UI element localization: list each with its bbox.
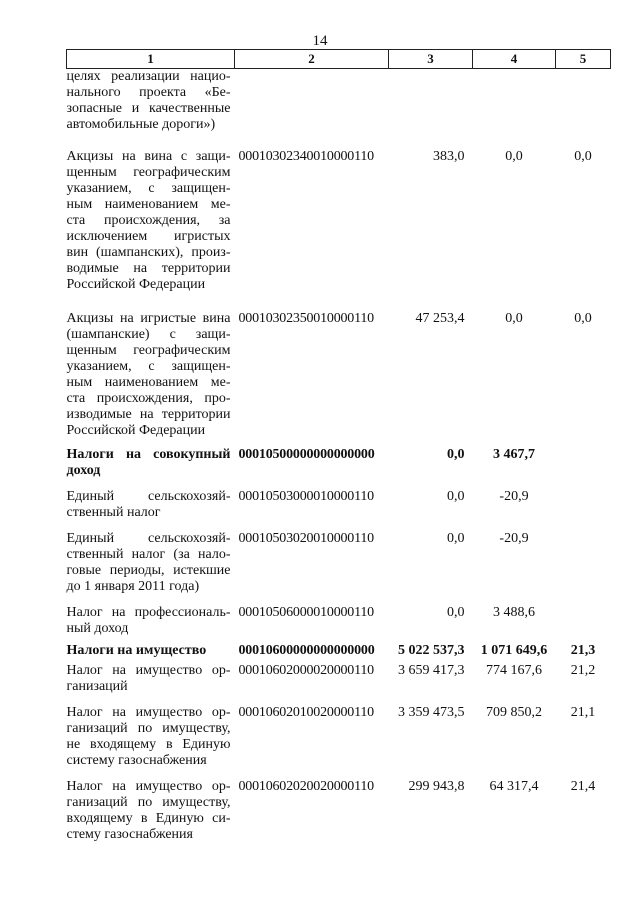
row-name-line: щенным географическим xyxy=(66,165,231,180)
row-name xyxy=(67,531,235,595)
row-value-4: 774 167,6 xyxy=(486,663,542,678)
row-gap xyxy=(67,595,611,605)
row-value-5 xyxy=(556,605,611,637)
row-gap xyxy=(67,133,611,149)
row-name-line: Акцизы на игристые вина xyxy=(66,311,231,326)
budget-table xyxy=(66,49,611,843)
table-row xyxy=(67,447,611,479)
row-name-line: ным наименованием ме- xyxy=(66,375,231,390)
row-value-5 xyxy=(556,69,611,134)
row-name-line: Акцизы на вина с защи- xyxy=(66,149,231,164)
row-name-line: ста происхождения, за xyxy=(66,213,231,228)
row-name-line: Налог на имущество ор- xyxy=(66,663,231,678)
table-row xyxy=(67,705,611,769)
row-code: 00010503000010000110 xyxy=(238,489,374,504)
row-name-line: Налог на имущество ор- xyxy=(66,779,231,794)
row-name xyxy=(67,447,235,479)
row-name-line: ственный налог (за нало- xyxy=(66,547,231,562)
row-name-line: стему газоснабжения xyxy=(66,827,193,842)
row-code xyxy=(235,69,389,134)
row-name-line: Единый сельскохозяй- xyxy=(66,531,231,546)
row-value-5: 21,1 xyxy=(570,705,596,720)
row-name xyxy=(67,311,235,439)
row-name-line: Российской Федерации xyxy=(66,277,206,292)
table-header-row xyxy=(67,50,611,69)
table-row xyxy=(67,663,611,695)
row-name xyxy=(67,605,235,637)
row-gap xyxy=(67,439,611,447)
row-value-3: 5 022 537,3 xyxy=(398,643,465,658)
table-row xyxy=(67,643,611,659)
row-name xyxy=(67,149,235,293)
row-value-5: 21,2 xyxy=(570,663,596,678)
page-number: 14 xyxy=(312,33,328,49)
row-code: 00010500000000000000 xyxy=(238,447,375,462)
row-name-line: ганизаций xyxy=(66,679,128,694)
row-name-line: ста происхождения, про- xyxy=(66,391,231,406)
row-code: 00010302340010000110 xyxy=(238,149,374,164)
row-value-3: 47 253,4 xyxy=(415,311,465,326)
row-code: 00010602000020000110 xyxy=(238,663,374,678)
row-value-4: 3 467,7 xyxy=(493,447,535,462)
row-code: 00010506000010000110 xyxy=(238,605,374,620)
row-name-line: не входящему в Единую xyxy=(66,737,231,752)
column-header-4: 4 xyxy=(473,50,556,69)
row-value-3 xyxy=(389,69,473,134)
row-name-line: нального проекта «Бе- xyxy=(66,85,231,100)
row-name-line: указанием, с защищен- xyxy=(66,181,231,196)
row-gap xyxy=(67,479,611,489)
table-row xyxy=(67,69,611,134)
column-header-1: 1 xyxy=(67,50,235,69)
row-name-line: исключением игристых xyxy=(66,229,231,244)
row-name-line: ганизаций по имуществу, xyxy=(66,721,231,736)
row-value-5: 0,0 xyxy=(574,149,592,164)
table-row xyxy=(67,149,611,293)
row-name-line: Российской Федерации xyxy=(66,423,206,438)
row-value-5 xyxy=(556,489,611,521)
row-name-line: систему газоснабжения xyxy=(66,753,207,768)
row-value-4 xyxy=(473,69,556,134)
row-name-line: автомобильные дороги») xyxy=(66,117,216,132)
row-code: 00010503020010000110 xyxy=(238,531,374,546)
row-value-5: 21,4 xyxy=(570,779,596,794)
row-name-line: Налоги на совокупный xyxy=(66,447,231,462)
row-name-line: ганизаций по имуществу, xyxy=(66,795,231,810)
row-code: 00010600000000000000 xyxy=(238,643,375,658)
row-name-line: изводимые на территории xyxy=(66,407,231,422)
column-header-5: 5 xyxy=(556,50,611,69)
row-value-3: 0,0 xyxy=(447,605,465,620)
row-code: 00010602010020000110 xyxy=(238,705,374,720)
row-value-3: 0,0 xyxy=(447,447,465,462)
row-name-line: целях реализации нацио- xyxy=(66,69,231,84)
row-code: 00010602020020000110 xyxy=(238,779,374,794)
row-value-5: 0,0 xyxy=(574,311,592,326)
row-value-4: 709 850,2 xyxy=(486,705,542,720)
row-name xyxy=(67,705,235,769)
row-code: 00010302350010000110 xyxy=(238,311,374,326)
row-value-3: 3 659 417,3 xyxy=(398,663,465,678)
row-name xyxy=(67,779,235,843)
row-value-5: 21,3 xyxy=(570,643,596,658)
row-name-line: доход xyxy=(66,463,101,478)
row-name-line: ственный налог xyxy=(66,505,161,520)
row-name-line: Налог на профессиональ- xyxy=(66,605,231,620)
row-value-4: -20,9 xyxy=(499,489,529,504)
row-name xyxy=(67,69,235,134)
row-name-line: указанием, с защищен- xyxy=(66,359,231,374)
row-value-4: 64 317,4 xyxy=(489,779,539,794)
row-value-4: -20,9 xyxy=(499,531,529,546)
row-name-line: входящему в Единую си- xyxy=(66,811,231,826)
row-name-line: ный доход xyxy=(66,621,129,636)
row-name-line: (шампанские) с защи- xyxy=(66,327,231,342)
row-value-4: 0,0 xyxy=(505,311,523,326)
row-name-line: Единый сельскохозяй- xyxy=(66,489,231,504)
table-row xyxy=(67,489,611,521)
row-name-line: говые периоды, истекшие xyxy=(66,563,231,578)
row-value-3: 0,0 xyxy=(447,531,465,546)
row-value-3: 3 359 473,5 xyxy=(398,705,465,720)
row-name-line: Налоги на имущество xyxy=(66,643,207,658)
table-row xyxy=(67,531,611,595)
row-value-3: 383,0 xyxy=(433,149,465,164)
table-body xyxy=(67,69,611,844)
table-row xyxy=(67,779,611,843)
row-gap xyxy=(67,521,611,531)
row-name-line: до 1 января 2011 года) xyxy=(66,579,200,594)
row-gap xyxy=(67,695,611,705)
row-gap xyxy=(67,769,611,779)
row-value-5 xyxy=(556,531,611,595)
table-row xyxy=(67,311,611,439)
table-row xyxy=(67,605,611,637)
row-name-line: вин (шампанских), произ- xyxy=(66,245,231,260)
column-header-3: 3 xyxy=(389,50,473,69)
row-name-line: щенным географическим xyxy=(66,343,231,358)
row-value-5 xyxy=(556,447,611,479)
row-name-line: водимые на территории xyxy=(66,261,231,276)
row-name xyxy=(67,663,235,695)
column-header-2: 2 xyxy=(235,50,389,69)
row-name-line: ным наименованием ме- xyxy=(66,197,231,212)
row-value-4: 0,0 xyxy=(505,149,523,164)
row-value-4: 3 488,6 xyxy=(493,605,535,620)
row-name xyxy=(67,643,235,659)
row-value-3: 299 943,8 xyxy=(408,779,465,794)
row-value-3: 0,0 xyxy=(447,489,465,504)
row-name-line: Налог на имущество ор- xyxy=(66,705,231,720)
row-gap xyxy=(67,293,611,311)
row-name xyxy=(67,489,235,521)
row-name-line: зопасные и качественные xyxy=(66,101,231,116)
row-value-4: 1 071 649,6 xyxy=(480,643,548,658)
